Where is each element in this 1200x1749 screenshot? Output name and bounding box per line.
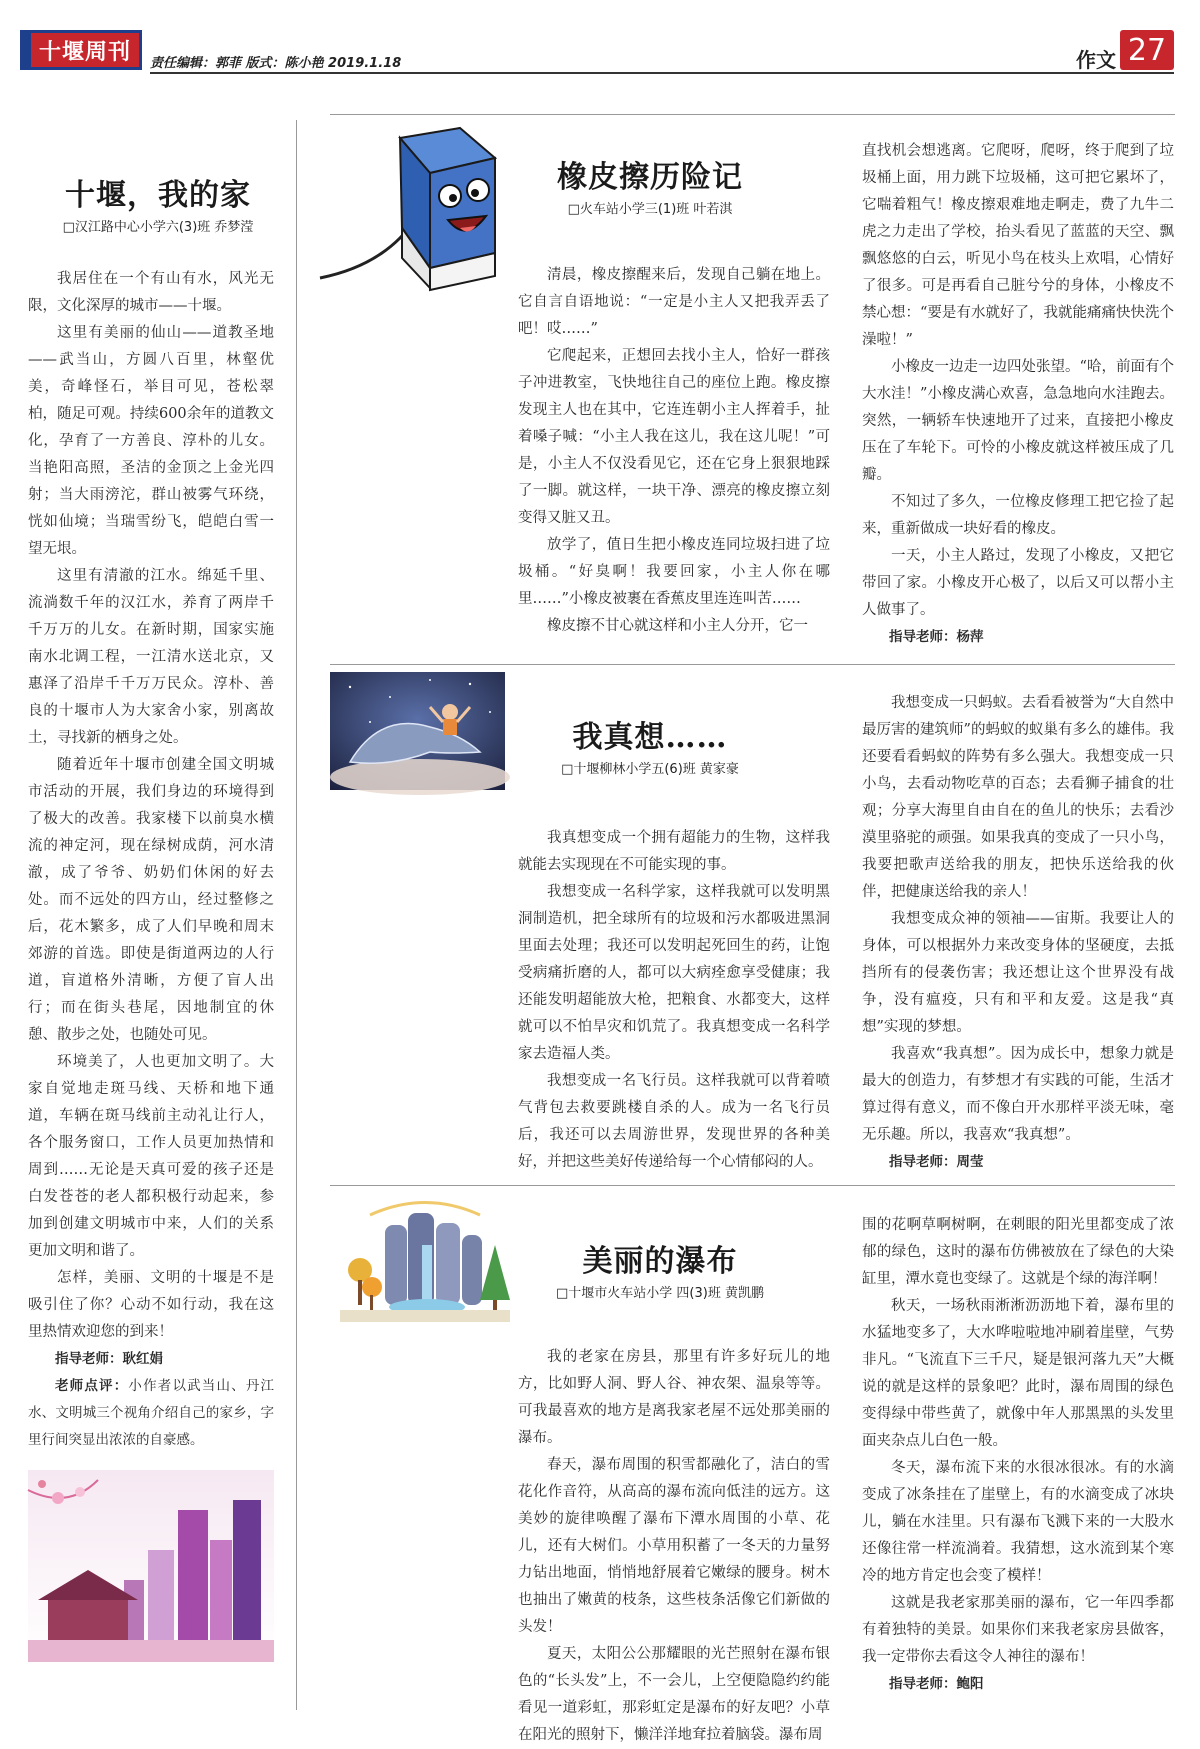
header-info: 责任编辑：郭菲 版式：陈小艳 2019.1.18 [150,56,402,71]
article-waterfall-title: 美丽的瀑布 [582,1244,738,1279]
article-wish-title: 我真想…… [572,720,728,755]
paragraph: 不知过了多久，一位橡皮修理工把它捡了起来，重新做成一块好看的橡皮。 [862,494,1174,537]
paragraph: 怎样，美丽、文明的十堰是不是吸引住了你？心动不如行动，我在这里热情欢迎您的到来！ [28,1270,274,1340]
paragraph-continued: 直找机会想逃离。它爬呀，爬呀，终于爬到了垃圾桶上面，用力跳下垃圾桶，这可把它累坏了，它喘着粗气！橡皮擦艰难地走啊走，费了九牛二虎之力走出了学校，抬头看见了蓝蓝的天空、飘飘悠悠的白云，听见小鸟在枝头上欢唱，心情好了很多。可是再看自己脏兮兮的身体，小橡皮不禁心想：“要是有水就好了，我就能痛痛快快洗个澡啦！” [862,143,1174,348]
comment-label: 老师点评： [55,1378,129,1394]
article-home-body [28,266,275,1448]
teacher-credit: 指导老师：耿红娟 [55,1351,163,1367]
paragraph: 我真想变成一个拥有超能力的生物，这样我就能去实现现在不可能实现的事。 [518,830,830,873]
article-waterfall-body-left [518,1344,830,1743]
paragraph: 小橡皮一边走一边四处张望。“哈，前面有个大水洼！”小橡皮满心欢喜，急急地向水洼跑去。突然，一辆轿车快速地开了过来，直接把小橡皮压在了车轮下。可怜的小橡皮就这样被压成了几瓣。 [862,359,1174,483]
header-rule [150,72,1174,74]
page-number: 27 [1120,30,1174,70]
article-home-title: 十堰，我的家 [65,178,251,213]
paragraph: 我的老家在房县，那里有许多好玩儿的地方，比如野人洞、野人谷、神农架、温泉等等。可我最喜欢的地方是离我家老屋不远处那美丽的瀑布。 [518,1349,830,1446]
article-wish-body-left [518,825,830,1177]
paragraph-continued: 围的花啊草啊树啊，在刺眼的阳光里都变成了浓郁的绿色，这时的瀑布仿佛被放在了绿色的大染缸里，潭水竟也变绿了。这就是个绿的海洋啊！ [862,1217,1174,1287]
article-home-byline: □汉江路中心小学六(3)班 乔梦滢 [62,220,254,235]
teacher-comment [28,1373,274,1454]
divider-eraser-wish [330,664,1175,665]
whale-fantasy-image [330,672,505,790]
teacher-credit: 指导老师：周莹 [889,1154,984,1170]
paragraph: 清晨，橡皮擦醒来后，发现自己躺在地上。它自言自语地说：“一定是小主人又把我弄丢了吧！哎……” [518,267,830,337]
teacher-credit: 指导老师：杨萍 [889,629,984,645]
paragraph: 环境美了，人也更加文明了。大家自觉地走斑马线、天桥和地下通道，车辆在斑马线前主动礼让行人，各个服务窗口，工作人员更加热情和周到……无论是天真可爱的孩子还是白发苍苍的老人都积极行动起来，参加到创建文明城市中来，人们的关系更加文明和谐了。 [28,1054,274,1259]
paragraph: 我喜欢“我真想”。因为成长中，想象力就是最大的创造力，有梦想才有实践的可能，生活才算过得有意义，而不像白开水那样平淡无味，毫无乐趣。所以，我喜欢“我真想”。 [862,1046,1174,1143]
article-eraser-body-left [518,262,830,654]
paragraph: 冬天，瀑布流下来的水很冰很冰。有的水滴变成了冰条挂在了崖壁上，有的水滴变成了冰块儿，躺在水洼里。只有瀑布飞溅下来的一大股水还像往常一样流淌着。我猜想，这水流到某个寒冷的地方肯定也会变了模样！ [862,1460,1174,1584]
article-eraser-byline: □火车站小学三(1)班 叶若淇 [567,202,733,217]
paragraph: 一天，小主人路过，发现了小橡皮，又把它带回了家。小橡皮开心极了，以后又可以帮小主人做事了。 [862,548,1174,618]
paragraph: 我想变成一只蚂蚁。去看看被誉为“大自然中最厉害的建筑师”的蚂蚁的蚁巢有多么的雄伟。我还要看看蚂蚁的阵势有多么强大。我想变成一只小鸟，去看动物吃草的百态；去看狮子捕食的壮观；分享大海里自由自在的鱼儿的快乐；去看沙漠里骆驼的顽强。如果我真的变成了一只小鸟，我要把歌声送给我的朋友，把快乐送给我的伙伴，把健康送给我的亲人！ [862,695,1174,900]
paragraph: 我想变成一名科学家，这样我就可以发明黑洞制造机，把全球所有的垃圾和污水都吸进黑洞里面去处理；我还可以发明起死回生的药，让饱受病痛折磨的人，都可以大病痊愈享受健康；我还能发明超能放大枪，把粮食、水都变大，这样就可以不怕旱灾和饥荒了。我真想变成一名科学家去造福人类。 [518,884,830,1062]
paragraph: 这里有清澈的江水。绵延千里、流淌数千年的汉江水，养育了两岸千千万万的儿女。在新时期，国家实施南水北调工程，一江清水送北京，又惠泽了沿岸千千万万民众。淳朴、善良的十堰市人为大家舍小家，别离故土，寻找新的栖身之处。 [28,568,274,746]
column-divider [296,120,297,1710]
masthead-logo: 十堰周刊 [28,30,142,70]
article-eraser-title: 橡皮擦历险记 [557,160,743,195]
divider-wish-waterfall [330,1185,1175,1186]
paragraph: 春天，瀑布周围的积雪都融化了，洁白的雪花化作音符，从高高的瀑布流向低洼的远方。这美妙的旋律唤醒了瀑布下潭水周围的小草、花儿，还有大树们。小草用积蓄了一冬天的力量努力钻出地面，悄悄地舒展着它嫩绿的腰身。树木也抽出了嫩黄的枝条，这些枝条活像它们新做的头发！ [518,1457,830,1635]
article-wish-body-right [862,690,1174,1178]
paragraph: 我想变成众神的领袖——宙斯。我要让人的身体，可以根据外力来改变身体的坚硬度，去抵挡所有的侵袭伤害；我还想让这个世界没有战争，没有瘟疫，只有和平和友爱。这是我“真想”实现的梦想。 [862,911,1174,1035]
paragraph: 夏天，太阳公公那耀眼的光芒照射在瀑布银色的“长头发”上，不一会儿，上空便隐隐约约能看见一道彩虹，那彩虹定是瀑布的好友吧？小草在阳光的照射下，懒洋洋地耷拉着脑袋。瀑布周 [518,1646,830,1743]
paragraph: 我想变成一名飞行员。这样我就可以背着喷气背包去救要跳楼自杀的人。成为一名飞行员后，我还可以去周游世界，发现世界的各种美好，并把这些美好传递给每一个心情郁闷的人。 [518,1073,830,1170]
city-skyline-illustration [28,1470,274,1662]
paragraph: 它爬起来，正想回去找小主人，恰好一群孩子冲进教室，飞快地往自己的座位上跑。橡皮擦发现主人也在其中，它连连朝小主人挥着手，扯着嗓子喊：“小主人我在这儿，我在这儿呢！”可是，小主人不仅没看见它，还在它身上狠狠地踩了一脚。就这样，一块干净、漂亮的橡皮擦立刻变得又脏又丑。 [518,348,830,526]
paragraph: 秋天，一场秋雨淅淅沥沥地下着，瀑布里的水猛地变多了，大水哗啦啦地冲刷着崖壁，气势非凡。“飞流直下三千尺，疑是银河落九天”大概说的就是这样的景象吧？此时，瀑布周围的绿色变得绿中带些黄了，就像中年人那黑黑的头发里面夹杂点儿白色一般。 [862,1298,1174,1449]
paragraph: 这就是我老家那美丽的瀑布，它一年四季都有着独特的美景。如果你们来我老家房县做客，我一定带你去看这令人神往的瀑布！ [862,1595,1174,1665]
divider-top [330,114,1175,115]
article-wish-byline: □十堰柳林小学五(6)班 黄家豪 [561,762,739,777]
cartoon-eraser-icon [310,118,515,296]
section-name: 作文 [1076,48,1116,72]
paragraph: 我居住在一个有山有水，风光无限，文化深厚的城市——十堰。 [28,271,274,314]
paragraph: 橡皮擦不甘心就这样和小主人分开，它一 [547,618,808,634]
waterfall-illustration [330,1195,520,1335]
paragraph: 放学了，值日生把小橡皮连同垃圾扫进了垃圾桶。“好臭啊！我要回家，小主人你在哪里……”小橡皮被裹在香蕉皮里连连叫苦…… [518,537,830,607]
teacher-credit: 指导老师：鲍阳 [889,1676,984,1692]
paragraph: 随着近年十堰市创建全国文明城市活动的开展，我们身边的环境得到了极大的改善。我家楼下以前臭水横流的神定河，现在绿树成荫，河水清澈，成了爷爷、奶奶们休闲的好去处。而不远处的四方山，经过整修之后，花木繁多，成了人们早晚和周末郊游的首选。即使是街道两边的人行道，盲道格外清晰，方便了盲人出行；而在街头巷尾，因地制宜的休憩、散步之处，也随处可见。 [28,757,274,1043]
article-waterfall-body-right [862,1212,1174,1718]
paragraph: 这里有美丽的仙山——道教圣地——武当山，方圆八百里，林壑优美，奇峰怪石，举目可见，苍松翠柏，随足可观。持续600余年的道教文化，孕育了一方善良、淳朴的儿女。当艳阳高照，圣洁的金顶之上金光四射；当大雨滂沱，群山被雾气环绕，恍如仙境；当瑞雪纷飞，皑皑白雪一望无垠。 [28,325,274,557]
article-eraser-body-right [862,138,1174,658]
article-waterfall-byline: □十堰市火车站小学 四(3)班 黄凯鹏 [556,1286,764,1301]
comment-text: 小作者以武当山、丹江水、文明城三个视角介绍自己的家乡，字里行间突显出浓浓的自豪感。 [28,1378,275,1448]
